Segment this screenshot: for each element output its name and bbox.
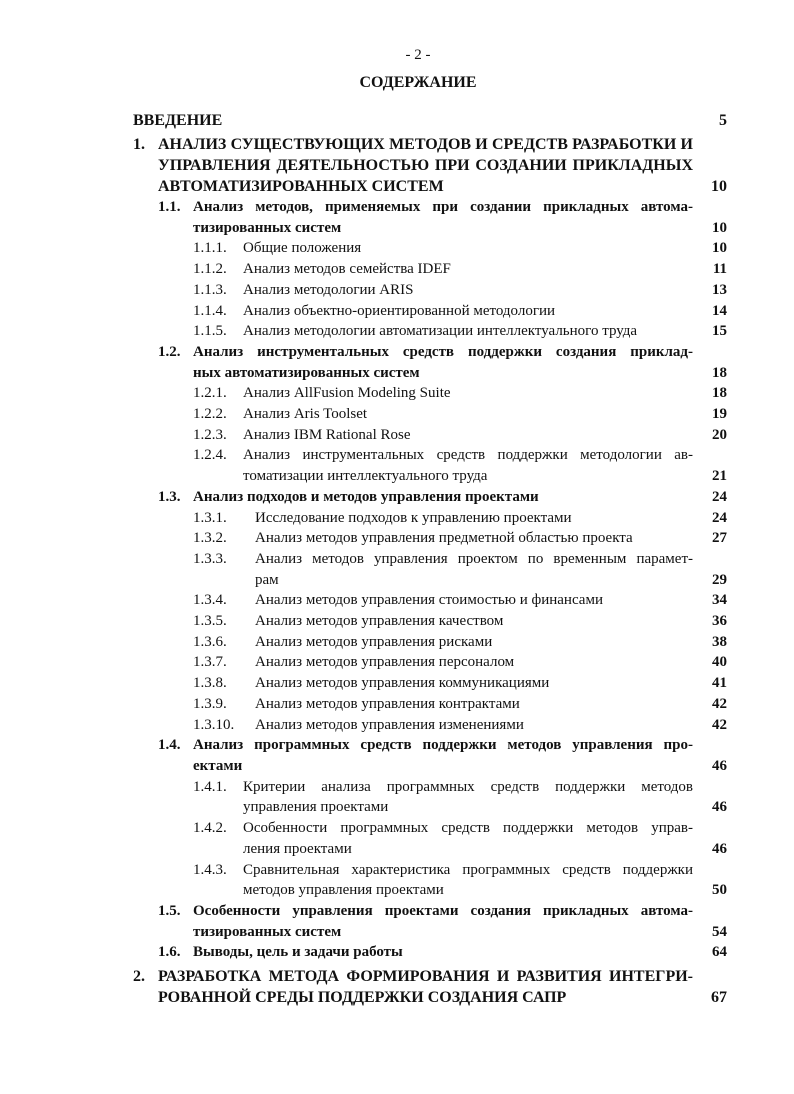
- toc-entry-title-line: Исследование подходов к управлению проектами: [255, 509, 572, 526]
- toc-entry[interactable]: [0, 342, 794, 383]
- toc-entry-number: 1.6.: [158, 944, 181, 961]
- toc-entry-title-line: Анализ методов управления проектом по временным парамет-: [255, 550, 693, 567]
- toc-entry[interactable]: [0, 901, 794, 942]
- toc-entry[interactable]: [0, 445, 794, 486]
- toc-entry-page: 19: [712, 406, 727, 423]
- toc-entry-title-line: ления проектами: [243, 840, 352, 857]
- toc-entry-title-line: АВТОМАТИЗИРОВАННЫХ СИСТЕМ: [158, 178, 444, 195]
- toc-entry-number: 1.3.7.: [193, 654, 227, 671]
- toc-entry-page: 18: [712, 364, 727, 381]
- toc-entry-page: 24: [712, 509, 727, 526]
- toc-entry-page: 13: [712, 281, 727, 298]
- toc-entry-page: 20: [712, 426, 727, 443]
- toc-entry-number: 1.1.: [158, 199, 181, 215]
- toc-entry-page: 5: [719, 112, 727, 129]
- toc-entry-page: 42: [712, 716, 727, 733]
- toc-entry-title-line: Анализ методов управления изменениями: [255, 716, 524, 733]
- toc-entry-title-line: томатизации интеллектуального труда: [243, 468, 488, 485]
- toc-entry-title-line: УПРАВЛЕНИЯ ДЕЯТЕЛЬНОСТЬЮ ПРИ СОЗДАНИИ ПРИКЛАДНЫХ: [158, 157, 693, 174]
- toc-entry-title-line: РОВАННОЙ СРЕДЫ ПОДДЕРЖКИ СОЗДАНИЯ САПР: [158, 989, 567, 1007]
- toc-entry-title-line: Анализ подходов и методов управления проектами: [193, 488, 539, 505]
- toc-entry-title-line: Общие положения: [243, 240, 362, 257]
- toc-entry[interactable]: [0, 508, 794, 529]
- toc-entry-title-line: Критерии анализа программных средств поддержки методов: [243, 778, 693, 795]
- toc-entry-title-line: управления проектами: [243, 799, 389, 816]
- toc-entry[interactable]: [0, 238, 794, 259]
- toc-entry-title-line: методов управления проектами: [243, 882, 444, 899]
- toc-entry-number: 1.2.: [158, 343, 181, 360]
- toc-entry[interactable]: [0, 487, 794, 508]
- toc-entry-page: 42: [712, 695, 727, 712]
- toc-entry-title-line: Анализ IBM Rational Rose: [243, 426, 411, 443]
- toc-entry-page: 10: [712, 219, 727, 236]
- toc-entry-number: 1.2.1.: [193, 385, 227, 402]
- toc-entry[interactable]: [0, 301, 794, 322]
- toc-entry-page: 18: [712, 385, 727, 402]
- table-of-contents: [0, 110, 794, 1008]
- toc-entry[interactable]: [0, 590, 794, 611]
- toc-entry-page: 67: [711, 989, 727, 1007]
- toc-entry-title-line: ных автоматизированных систем: [193, 364, 420, 381]
- toc-entry[interactable]: [0, 528, 794, 549]
- toc-entry-title-line: РАЗРАБОТКА МЕТОДА ФОРМИРОВАНИЯ И РАЗВИТИЯ ИНТЕГРИ-: [158, 968, 693, 986]
- toc-entry-page: 11: [712, 261, 727, 278]
- toc-entry-title-line: Анализ методов управления персоналом: [255, 654, 515, 671]
- toc-entry[interactable]: [0, 110, 794, 131]
- toc-entry-title-line: ектами: [193, 757, 243, 774]
- toc-entry-title-line: Анализ методов, применяемых при создании прикладных автома-: [193, 199, 693, 215]
- toc-entry-title-line: тизированных систем: [193, 923, 342, 940]
- toc-entry-page: 41: [712, 675, 727, 692]
- toc-entry-title-line: Анализ методологии ARIS: [243, 281, 414, 298]
- toc-entry-title-line: Анализ инструментальных средств поддержки создания приклад-: [193, 343, 693, 360]
- page-title: СОДЕРЖАНИЕ: [359, 74, 477, 91]
- toc-entry-number: 1.4.: [158, 737, 181, 754]
- toc-entry-title-line: Анализ методов управления контрактами: [255, 695, 520, 712]
- toc-entry-page: 15: [712, 323, 727, 340]
- toc-entry-page: 24: [712, 488, 727, 505]
- toc-entry-title-line: Анализ инструментальных средств поддержки методологии ав-: [243, 447, 693, 464]
- toc-entry[interactable]: [0, 673, 794, 694]
- toc-entry-title-line: Выводы, цель и задачи работы: [193, 944, 403, 961]
- toc-entry[interactable]: [0, 383, 794, 404]
- toc-entry-number: 1.3.6.: [193, 633, 227, 650]
- toc-entry-page: 46: [712, 799, 727, 816]
- toc-entry-page: 50: [712, 882, 727, 899]
- toc-entry-page: 38: [712, 633, 727, 650]
- toc-entry[interactable]: [0, 134, 794, 197]
- toc-entry-number: 2.: [133, 968, 145, 986]
- toc-entry-number: 1.3.1.: [193, 509, 227, 526]
- toc-entry[interactable]: [0, 404, 794, 425]
- toc-entry-page: 54: [712, 923, 727, 940]
- toc-entry-page: 34: [712, 592, 727, 609]
- toc-entry-number: 1.1.4.: [193, 302, 227, 319]
- toc-entry-title-line: Особенности управления проектами создания прикладных автома-: [193, 902, 693, 919]
- toc-entry[interactable]: [0, 777, 794, 818]
- toc-entry-number: 1.: [133, 136, 145, 153]
- toc-entry-title-line: рам: [255, 571, 279, 588]
- toc-entry-title-line: АНАЛИЗ СУЩЕСТВУЮЩИХ МЕТОДОВ И СРЕДСТВ РАЗРАБОТКИ И: [158, 136, 693, 153]
- toc-entry-number: 1.1.1.: [193, 240, 227, 257]
- toc-entry[interactable]: [0, 694, 794, 715]
- toc-entry-title-line: Анализ методов семейства IDEF: [243, 261, 451, 278]
- toc-entry[interactable]: [0, 966, 794, 1008]
- toc-entry-page: 46: [712, 840, 727, 857]
- toc-entry-number: 1.4.3.: [193, 861, 227, 878]
- toc-entry-title-line: Анализ методов управления стоимостью и финансами: [255, 592, 603, 609]
- toc-entry-title-line: ВВЕДЕНИЕ: [133, 112, 223, 129]
- toc-entry-title-line: Анализ методов управления предметной областью проекта: [255, 530, 633, 547]
- toc-entry-title-line: тизированных систем: [193, 219, 342, 236]
- toc-entry-number: 1.3.9.: [193, 695, 227, 712]
- toc-entry[interactable]: [0, 425, 794, 446]
- toc-entry-number: 1.3.3.: [193, 550, 227, 567]
- toc-entry-page: 14: [712, 302, 727, 319]
- toc-entry-page: 36: [712, 613, 727, 630]
- toc-entry-number: 1.1.2.: [193, 261, 227, 278]
- toc-entry-title-line: Анализ AllFusion Modeling Suite: [243, 385, 451, 402]
- toc-entry[interactable]: [0, 942, 794, 963]
- toc-entry-number: 1.4.1.: [193, 778, 227, 795]
- toc-entry-title-line: Анализ методологии автоматизации интеллектуального труда: [243, 323, 638, 340]
- toc-entry[interactable]: [0, 611, 794, 632]
- toc-entry-number: 1.3.4.: [193, 592, 227, 609]
- toc-entry-page: 29: [712, 571, 727, 588]
- toc-entry[interactable]: [0, 259, 794, 280]
- toc-entry-title-line: Анализ Aris Toolset: [243, 406, 368, 423]
- toc-entry[interactable]: [0, 280, 794, 301]
- toc-entry[interactable]: [0, 818, 794, 859]
- toc-entry-title-line: Анализ программных средств поддержки методов управления про-: [193, 737, 693, 754]
- toc-entry-page: 27: [712, 530, 727, 547]
- toc-entry-number: 1.4.2.: [193, 820, 227, 837]
- toc-entry-number: 1.5.: [158, 902, 181, 919]
- toc-entry-number: 1.1.3.: [193, 281, 227, 298]
- toc-entry-page: 64: [712, 944, 727, 961]
- toc-entry-number: 1.3.5.: [193, 613, 227, 630]
- toc-entry-number: 1.2.2.: [193, 406, 227, 423]
- toc-entry[interactable]: [0, 860, 794, 901]
- toc-entry-title-line: Анализ методов управления коммуникациями: [255, 675, 550, 692]
- page-number: - 2 -: [405, 47, 431, 63]
- toc-entry-number: 1.3.8.: [193, 675, 227, 692]
- toc-entry-page: 40: [712, 654, 727, 671]
- toc-entry-number: 1.2.4.: [193, 447, 227, 464]
- toc-entry[interactable]: [0, 735, 794, 776]
- toc-entry-number: 1.3.: [158, 488, 181, 505]
- toc-entry-page: 10: [711, 178, 727, 195]
- toc-entry[interactable]: [0, 549, 794, 590]
- toc-entry-number: 1.3.10.: [193, 716, 235, 733]
- toc-entry-number: 1.3.2.: [193, 530, 227, 547]
- toc-entry[interactable]: [0, 652, 794, 673]
- toc-entry-title-line: Сравнительная характеристика программных средств поддержки: [243, 861, 693, 878]
- toc-entry[interactable]: [0, 632, 794, 653]
- toc-entry[interactable]: [0, 197, 794, 238]
- toc-entry-title-line: Анализ методов управления рисками: [255, 633, 493, 650]
- toc-entry-number: 1.2.3.: [193, 426, 227, 443]
- toc-entry-title-line: Анализ методов управления качеством: [255, 613, 504, 630]
- toc-entry-number: 1.1.5.: [193, 323, 227, 340]
- toc-entry[interactable]: [0, 715, 794, 736]
- toc-entry-page: 21: [712, 468, 727, 485]
- toc-entry-title-line: Анализ объектно-ориентированной методологии: [243, 302, 556, 319]
- toc-entry[interactable]: [0, 321, 794, 342]
- toc-entry-title-line: Особенности программных средств поддержки методов управ-: [243, 820, 693, 837]
- toc-entry-page: 10: [712, 240, 727, 257]
- toc-entry-page: 46: [712, 757, 727, 774]
